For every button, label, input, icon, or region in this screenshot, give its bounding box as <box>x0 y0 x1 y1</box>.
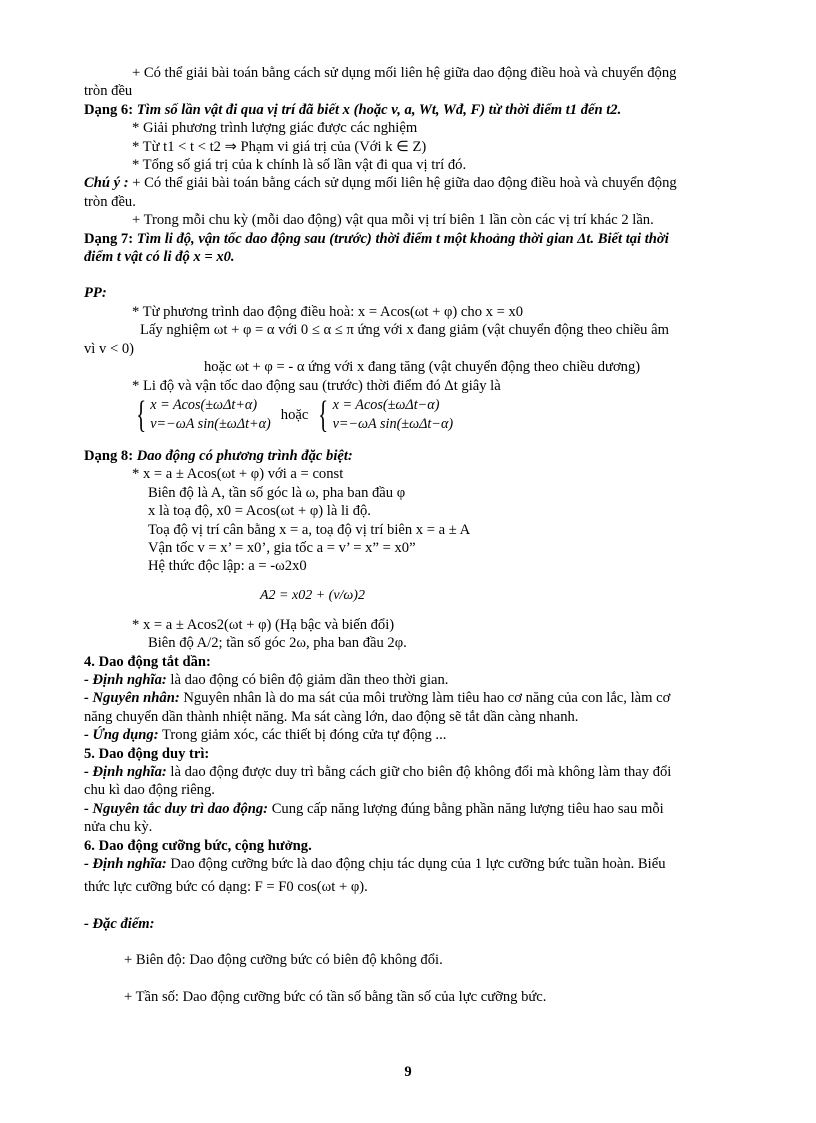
page-number: 9 <box>404 1064 412 1080</box>
heading-5: 5. Dao động duy trì: <box>84 745 210 762</box>
text-line: * Li độ và vận tốc dao động sau (trước) thời điểm đó Δt giây là <box>132 377 501 394</box>
note: Chú ý : + Có thể giải bài toán bằng cách sử dụng mối liên hệ giữa dao động điều hoà và chuyển động <box>84 175 677 192</box>
principle: - Nguyên tắc duy trì dao động: Cung cấp năng lượng đúng bằng phần năng lượng tiêu hao sau mỗi <box>84 800 664 817</box>
heading-4: 4. Dao động tắt dần: <box>84 653 211 670</box>
text-line: * Giải phương trình lượng giác được các nghiệm <box>132 120 418 137</box>
text-line: vì v < 0) <box>84 340 134 357</box>
spacer <box>84 437 760 447</box>
brace: { <box>136 393 147 436</box>
definition: - Định nghĩa: là dao động được duy trì bằng cách giữ cho biên độ không đổi mà không làm thay đổi <box>84 764 672 780</box>
text-line: + Biên độ: Dao động cưỡng bức có biên độ không đổi. <box>124 952 443 969</box>
section-title: Tìm li độ, vận tốc dao động sau (trước) thời điểm t một khoảng thời gian Δt. Biết tại thời <box>136 230 669 247</box>
or-label: hoặc <box>280 406 309 423</box>
equation-system <box>84 393 760 436</box>
text-line: nửa chu kỳ. <box>84 819 153 836</box>
features-label: - Đặc điểm: <box>84 915 155 932</box>
text-line: Vận tốc v = x’ = x0’, gia tốc a = v’ = x” = x0” <box>148 539 416 556</box>
text-line: + Có thể giải bài toán bằng cách sử dụng mối liên hệ giữa dao động điều hoà và chuyển động <box>132 65 677 81</box>
text-line: * x = a ± Acos(ωt + φ) với a = const <box>132 466 344 483</box>
text-line: Biên độ A/2; tần số góc 2ω, pha ban đầu 2φ. <box>148 635 407 652</box>
text-line: Hệ thức độc lập: a = -ω2x0 <box>148 558 307 575</box>
text-line: + Tần số: Dao động cưỡng bức có tần số bằng tần số của lực cưỡng bức. <box>124 988 547 1005</box>
text-line: * x = a ± Acos2(ωt + φ) (Hạ bậc và biến đổi) <box>132 616 395 633</box>
section-dang-7: Dạng 7: Tìm li độ, vận tốc dao động sau (trước) thời điểm t một khoảng thời gian Δt. Biết tại thời <box>84 230 669 247</box>
definition: - Định nghĩa: là dao động có biên độ giảm dần theo thời gian. <box>84 671 449 688</box>
section-title-cont: điểm t vật có li độ x = x0. <box>84 249 235 266</box>
text-line: Toạ độ vị trí cân bằng x = a, toạ độ vị trí biên x = a ± A <box>148 521 471 538</box>
text-line: + Trong mỗi chu kỳ (mỗi dao động) vật qua mỗi vị trí biên 1 lần còn các vị trí khác 2 lần. <box>132 212 654 229</box>
text-line: * Từ t1 < t < t2 ⇒ Phạm vi giá trị của (Với k ∈ Z) <box>132 138 427 155</box>
spacer <box>84 933 760 951</box>
text-line: tròn đều. <box>84 193 136 210</box>
text-line: năng chuyển dần thành nhiệt năng. Ma sát càng lớn, dao động sẽ tắt dần càng nhanh. <box>84 708 579 725</box>
section-dang-8: Dạng 8: Dao động có phương trình đặc biệt: <box>84 447 353 464</box>
application: - Ứng dụng: Trong giảm xóc, các thiết bị đóng cửa tự động ... <box>84 727 447 744</box>
text-line: Biên độ là A, tần số góc là ω, pha ban đầu φ <box>148 484 406 501</box>
spacer <box>84 970 760 988</box>
text-line: Lấy nghiệm ωt + φ = α với 0 ≤ α ≤ π ứng với x đang giảm (vật chuyển động theo chiều âm <box>140 322 669 339</box>
text-line: * Từ phương trình dao động điều hoà: x = Acos(ωt + φ) cho x = x0 <box>132 303 524 320</box>
text-line: * Tổng số giá trị của k chính là số lần vật đi qua vị trí đó. <box>132 157 467 174</box>
method-label: PP: <box>84 285 107 302</box>
cause: - Nguyên nhân: Nguyên nhân là do ma sát của môi trường làm tiêu hao cơ năng của con lắc, làm cơ <box>84 690 671 707</box>
document-body <box>84 64 760 1006</box>
section-title: Dao động có phương trình đặc biệt: <box>136 447 353 464</box>
spacer <box>84 266 760 284</box>
section-title: Tìm số lần vật đi qua vị trí đã biết x (hoặc v, a, Wt, Wđ, F) từ thời điểm t1 đến t2. <box>136 101 622 118</box>
text-line: tròn đều <box>84 83 133 100</box>
spacer <box>84 897 760 915</box>
text-line: chu kì dao động riêng. <box>84 782 215 799</box>
text-line: x là toạ độ, x0 = Acos(ωt + φ) là li độ. <box>148 503 371 520</box>
system-1: x = Acos(±ωΔt+α) v=−ωA sin(±ωΔt+α) <box>150 396 271 432</box>
formula-amplitude: A2 = x02 + (v/ω)2 <box>260 587 365 603</box>
brace: { <box>318 393 329 436</box>
text-line: thức lực cưỡng bức có dạng: F = F0 cos(ωt + φ). <box>84 879 368 896</box>
system-2: x = Acos(±ωΔt−α) v=−ωA sin(±ωΔt−α) <box>332 396 454 432</box>
text-line: hoặc ωt + φ = - α ứng với x đang tăng (vật chuyển động theo chiều dương) <box>204 359 641 376</box>
section-dang-6: Dạng 6: Tìm số lần vật đi qua vị trí đã biết x (hoặc v, a, Wt, Wđ, F) từ thời điểm t1 đến t2. <box>84 101 622 118</box>
heading-6: 6. Dao động cưỡng bức, cộng hưởng. <box>84 837 312 854</box>
definition: - Định nghĩa: Dao động cưỡng bức là dao động chịu tác dụng của 1 lực cưỡng bức tuần hoàn. Biểu <box>84 856 666 873</box>
